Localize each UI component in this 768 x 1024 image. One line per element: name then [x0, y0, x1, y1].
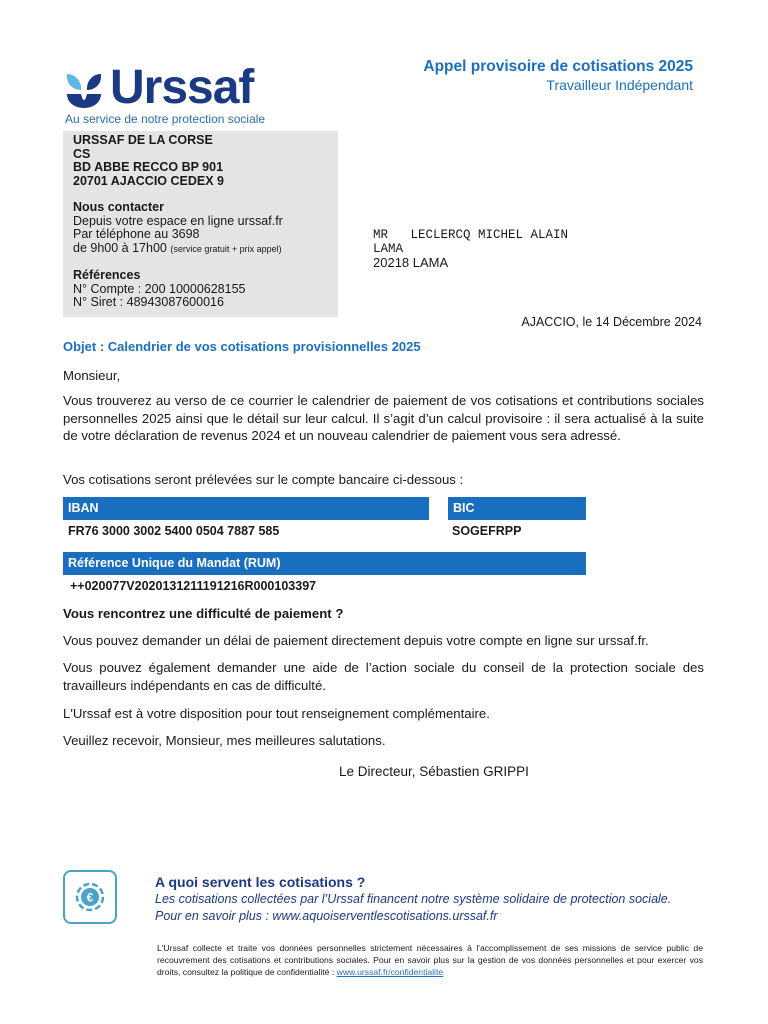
urssaf-logo — [64, 61, 274, 130]
paragraph-delay: Vous pouvez demander un délai de paiement directement depuis votre compte en ligne sur urssaf.fr. — [63, 633, 649, 648]
footer-line: Pour en savoir plus : www.aquoiserventlescotisations.urssaf.fr — [155, 909, 498, 923]
document-subtitle: Travailleur Indépendant — [546, 77, 693, 93]
recipient-line: MR LECLERCQ MICHEL ALAIN — [373, 228, 569, 242]
footer-title: A quoi servent les cotisations ? — [155, 874, 366, 890]
signature: Le Directeur, Sébastien GRIPPI — [339, 764, 529, 779]
letter-date: AJACCIO, le 14 Décembre 2024 — [521, 315, 702, 329]
urssaf-tagline: Au service de notre protection sociale — [65, 112, 266, 126]
euro-gear-icon — [63, 870, 117, 924]
contact-online: Depuis votre espace en ligne urssaf.fr — [73, 213, 283, 228]
reference-siret: N° Siret : 48943087600016 — [73, 295, 224, 309]
recipient-address — [373, 229, 568, 270]
bank-intro: Vos cotisations seront prélevées sur le compte bancaire ci-dessous : — [63, 472, 464, 487]
svg-text:€: € — [86, 890, 94, 905]
legal-text: L'Urssaf collecte et traite vos données personnelles strictement nécessaires à l'accomplissement de ses missions de service public de recouvrement des cotisations et contributions sociales. Pour en savoir plus sur la gestion de vos données personnelles et pour exercer vos droits, consultez la politique de confidentialité : — [157, 943, 703, 977]
paragraph-availability: L'Urssaf est à votre disposition pour tout renseignement complémentaire. — [63, 706, 490, 721]
document-title-block — [423, 58, 693, 93]
sender-line: URSSAF DE LA CORSE — [73, 133, 213, 147]
recipient-line — [373, 256, 568, 270]
footer-line: Les cotisations collectées par l’Urssaf financent notre système solidaire de protection sociale. — [155, 892, 672, 906]
iban-header: IBAN — [63, 497, 429, 520]
paragraph-social-aid: Vous pouvez également demander une aide de l’action sociale du conseil de la protection sociale des travailleurs indépendants en cas de difficulté. — [63, 660, 704, 693]
recipient-line: LAMA — [373, 241, 404, 256]
difficulty-title: Vous rencontrez une difficulté de paiement ? — [63, 606, 344, 621]
contact-note: (service gratuit + prix appel) — [170, 243, 282, 254]
reference-account: N° Compte : 200 10000628155 — [73, 281, 246, 296]
closing-formula: Veuillez recevoir, Monsieur, mes meilleures salutations. — [63, 733, 386, 748]
salutation: Monsieur, — [63, 368, 121, 383]
footer-text — [155, 891, 671, 925]
iban-value: FR76 3000 3002 5400 0504 7887 585 — [68, 524, 280, 538]
document-title: Appel provisoire de cotisations 2025 — [423, 58, 693, 75]
contact-title: Nous contacter — [73, 200, 164, 214]
sender-line: 20701 AJACCIO CEDEX 9 — [73, 173, 224, 188]
legal-notice — [157, 942, 703, 978]
contact-phone: Par téléphone au 3698 — [73, 227, 200, 241]
urssaf-logo-word: Urssaf — [110, 61, 254, 114]
letter-object: Objet : Calendrier de vos cotisations provisionnelles 2025 — [63, 339, 421, 354]
contact-hours-row — [73, 242, 328, 257]
sender-line: CS — [73, 146, 91, 161]
bic-header: BIC — [448, 497, 586, 520]
sender-line: BD ABBE RECCO BP 901 — [73, 160, 224, 174]
rum-value: ++020077V2020131211191216R000103397 — [70, 579, 317, 593]
paragraph-calendar: Vous trouverez au verso de ce courrier le calendrier de paiement de vos cotisations et contributions sociales personnelles 2025 ainsi que le détail sur leur calcul. Il s’agit d’un calcul provisoire : il sera actualisé à la suite de votre déclaration de revenus 2024 et un nouveau calendrier de paiement vous sera adressé. — [63, 393, 704, 443]
urssaf-logo-mark-icon — [64, 70, 104, 110]
privacy-link[interactable]: www.urssaf.fr/confidentialite — [336, 967, 444, 977]
recipient-city: 20218 LAMA — [373, 255, 449, 270]
rum-header: Référence Unique du Mandat (RUM) — [63, 552, 586, 575]
contact-hours: de 9h00 à 17h00 — [73, 240, 167, 255]
references-title: Références — [73, 268, 141, 282]
bic-value: SOGEFRPP — [452, 524, 522, 538]
sender-box — [63, 131, 338, 317]
